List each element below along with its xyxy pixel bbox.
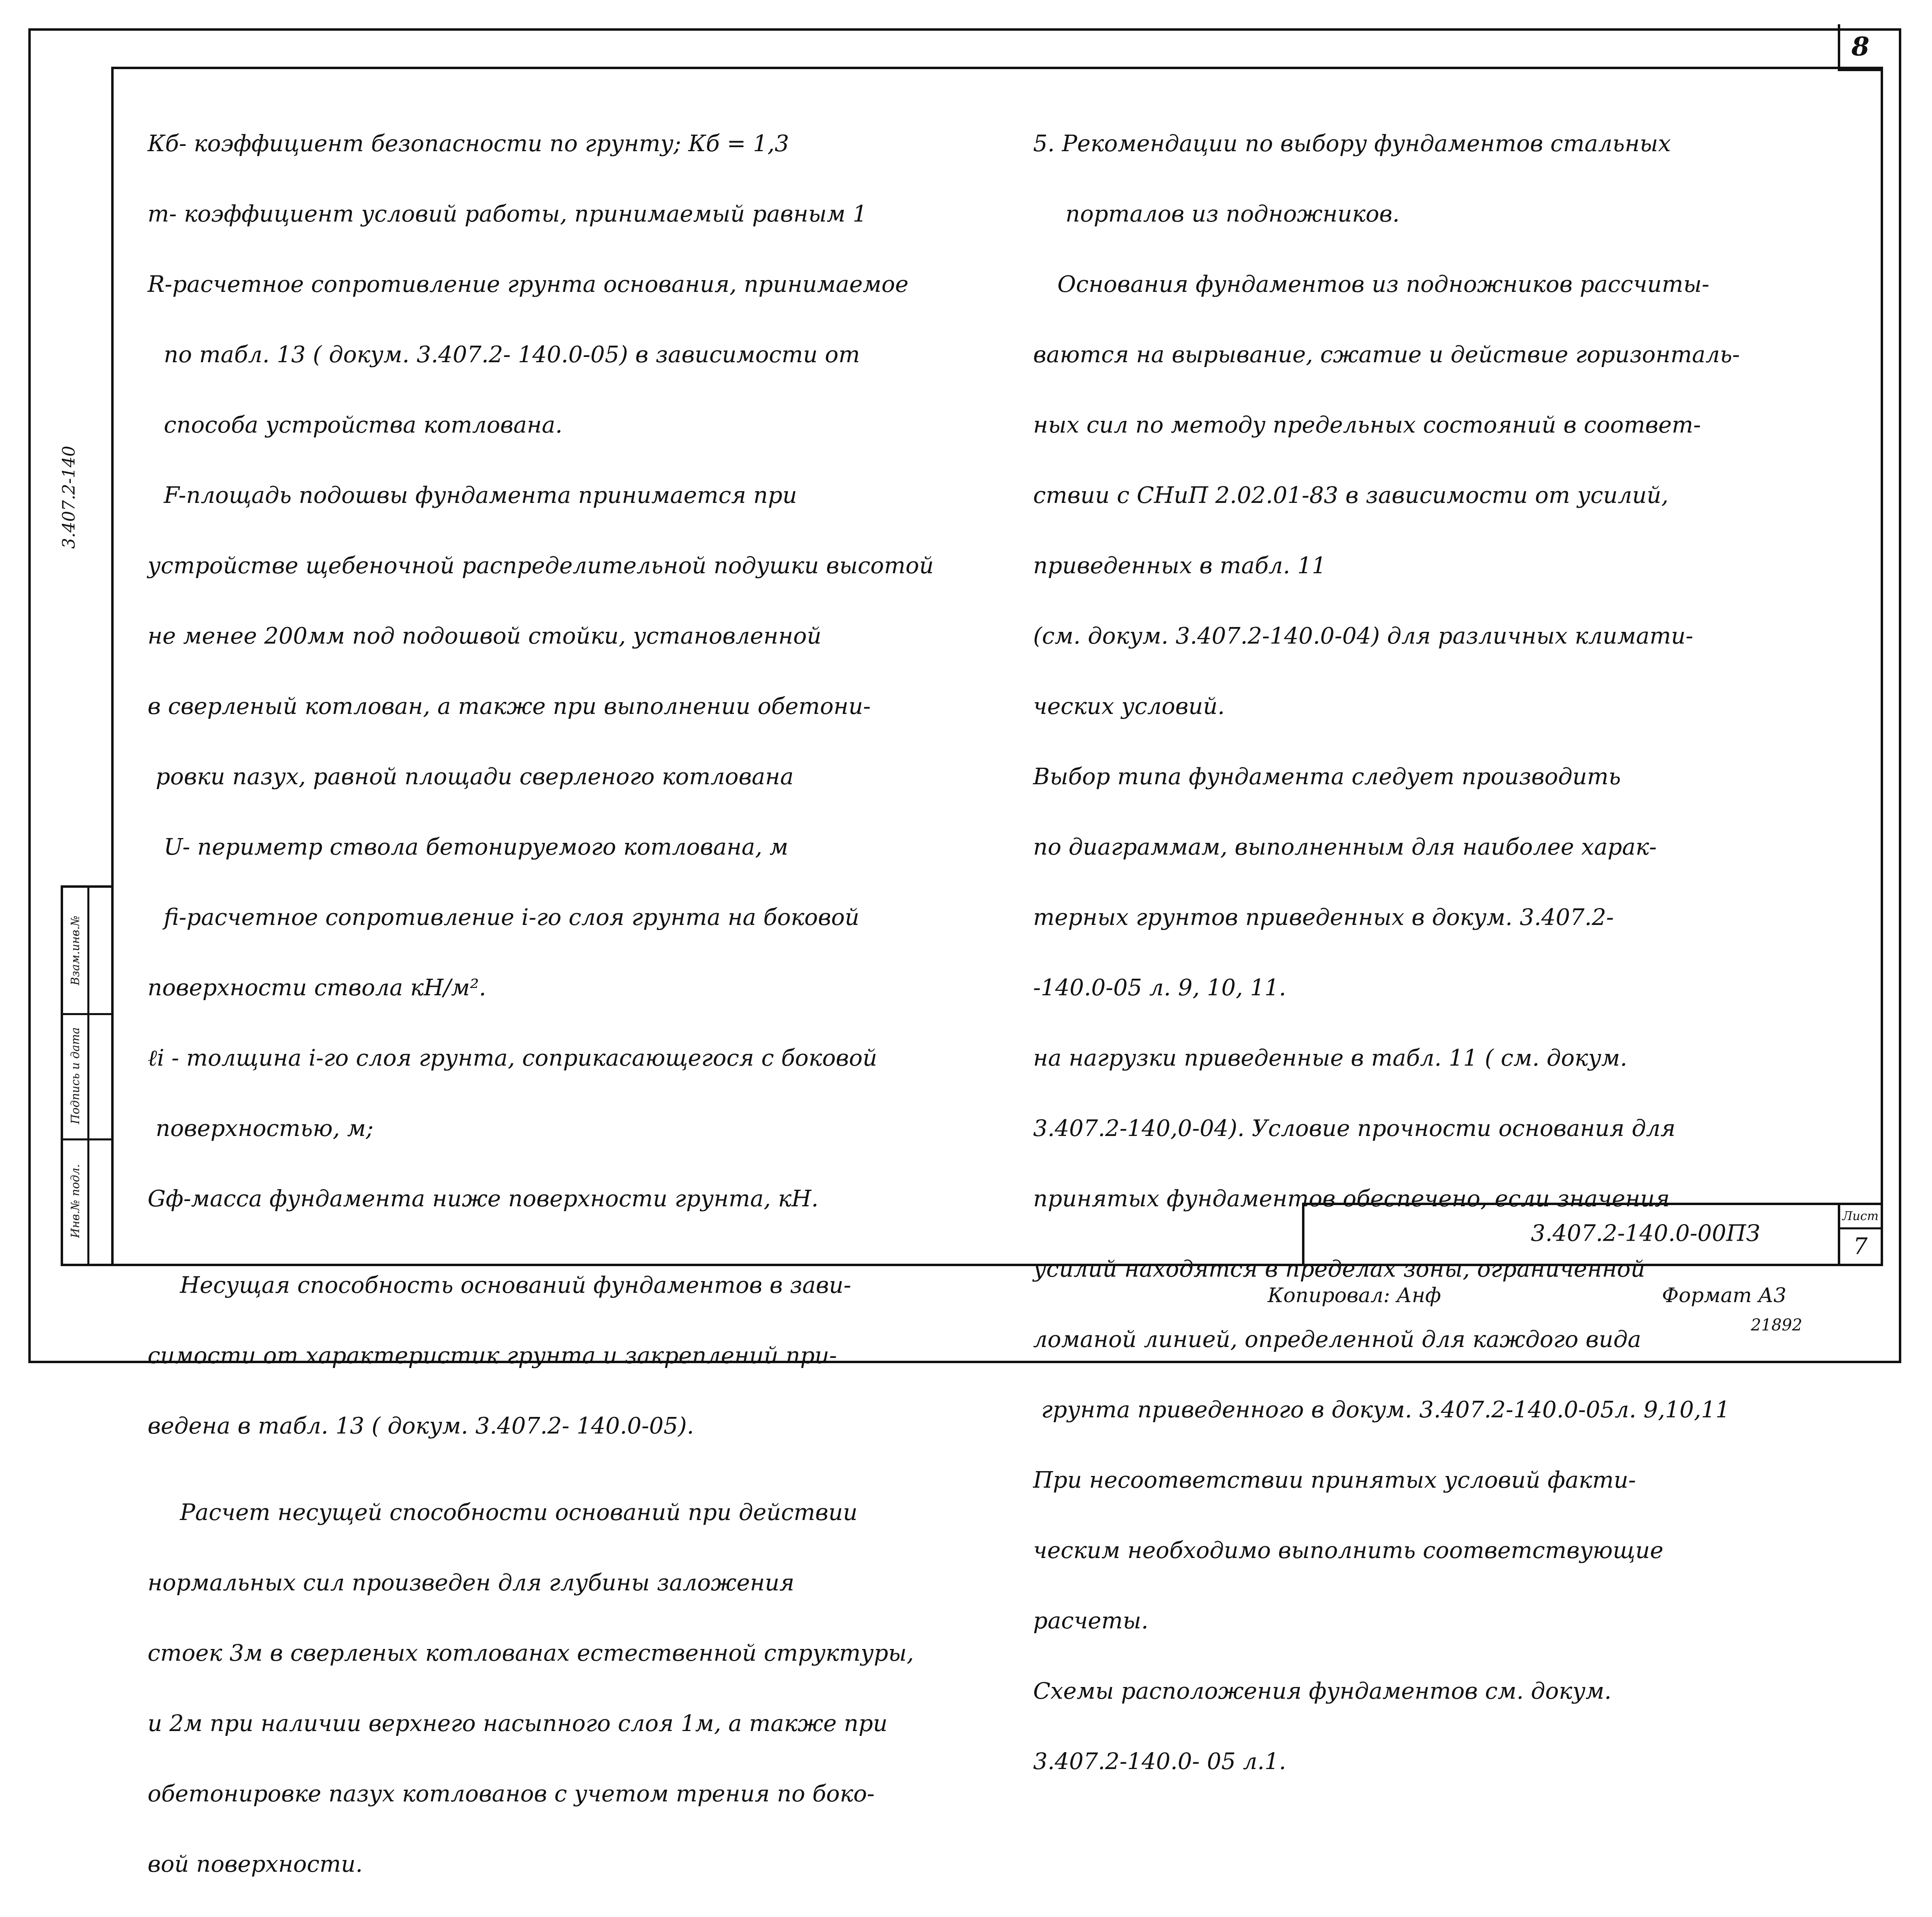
sheet-number: 7 <box>1853 1233 1868 1260</box>
text-line: F-площадь подошвы фундамента принимается при <box>164 482 797 509</box>
text-line: по табл. 13 ( докум. 3.407.2- 140.0-05) в зависимости от <box>164 342 860 368</box>
text-line: Кб- коэффициент безопасности по грунту; Кб = 1,3 <box>148 131 789 157</box>
text-line: R-расчетное сопротивление грунта основания, принимаемое <box>148 271 909 298</box>
document-code: 3.407.2-140.0-00ПЗ <box>1531 1220 1760 1247</box>
text-line: 3.407.2-140,0-04). Условие прочности основания для <box>1033 1115 1676 1142</box>
text-line: m- коэффициент условий работы, принимаемый равным 1 <box>148 201 867 227</box>
sheet-label: Лист <box>1840 1205 1881 1229</box>
text-line: ℓi - толщина i-го слоя грунта, соприкасающегося с боковой <box>148 1045 877 1071</box>
text-line: в сверленый котлован, а также при выполнении обетони- <box>148 693 871 720</box>
left-text-column <box>148 91 997 1917</box>
text-line: поверхностью, м; <box>156 1115 374 1142</box>
stamp-row-divider <box>63 1138 114 1140</box>
text-line: ломаной линией, определенной для каждого вида <box>1033 1326 1641 1353</box>
text-line: ваются на вырывание, сжатие и действие горизонталь- <box>1033 342 1740 368</box>
text-line: на нагрузки приведенные в табл. 11 ( см. докум. <box>1033 1045 1628 1071</box>
text-line: Основания фундаментов из подножников рассчиты- <box>1057 271 1710 298</box>
text-line: приведенных в табл. 11 <box>1033 553 1326 579</box>
section-heading-continuation: порталов из подножников. <box>1065 201 1400 227</box>
text-line: вой поверхности. <box>148 1851 363 1877</box>
text-line: Выбор типа фундамента следует производить <box>1033 764 1621 790</box>
stamp-label-inv-no: Инв.№ подл. <box>68 1164 82 1238</box>
paper-format-note: Формат А3 <box>1662 1284 1786 1307</box>
text-line: При несоответствии принятых условий факти- <box>1033 1467 1636 1493</box>
text-line: по диаграммам, выполненным для наиболее харак- <box>1033 834 1657 860</box>
text-line: -140.0-05 л. 9, 10, 11. <box>1033 975 1286 1001</box>
copied-by-note: Копировал: Анф <box>1268 1284 1441 1307</box>
text-line: Gф-масса фундамента ниже поверхности грунта, кН. <box>148 1186 819 1212</box>
text-line: и 2м при наличии верхнего насыпного слоя 1м, а также при <box>148 1710 888 1737</box>
text-line: симости от характеристик грунта и закреплений при- <box>148 1343 837 1369</box>
text-line: расчеты. <box>1033 1608 1149 1634</box>
text-line: ведена в табл. 13 ( докум. 3.407.2- 140.0-05). <box>148 1413 694 1439</box>
text-line: ческим необходимо выполнить соответствующие <box>1033 1537 1664 1564</box>
text-line: грунта приведенного в докум. 3.407.2-140.0-05л. 9,10,11 <box>1041 1397 1730 1423</box>
text-line: ных сил по методу предельных состояний в соответ- <box>1033 412 1701 438</box>
right-text-column <box>1033 91 1874 1814</box>
page-number: 8 <box>1851 31 1870 62</box>
text-line: U- периметр ствола бетонируемого котлована, м <box>164 834 788 860</box>
text-line: ствии с СНиП 2.02.01-83 в зависимости от усилий, <box>1033 482 1669 509</box>
approval-stamp-strip <box>61 885 114 1266</box>
title-block <box>1302 1203 1881 1264</box>
text-line: способа устройства котлована. <box>164 412 563 438</box>
text-line: обетонировке пазух котлованов с учетом трения по боко- <box>148 1781 875 1807</box>
stamp-column-divider <box>87 888 89 1264</box>
text-line: усилий находятся в пределах зоны, ограниченной <box>1033 1256 1645 1282</box>
text-line: нормальных сил произведен для глубины заложения <box>148 1570 795 1596</box>
text-line: ческих условий. <box>1033 693 1225 720</box>
text-line: Несущая способность оснований фундаментов в зави- <box>180 1272 852 1298</box>
text-line: Схемы расположения фундаментов см. докум. <box>1033 1678 1612 1704</box>
text-line: ровки пазух, равной площади сверленого котлована <box>156 764 794 790</box>
text-line: 3.407.2-140.0- 05 л.1. <box>1033 1748 1286 1775</box>
section-heading: 5. Рекомендации по выбору фундаментов стальных <box>1033 131 1671 157</box>
sheet-number-box <box>1838 1205 1881 1264</box>
stamp-label-replaced-inv: Взам.инв.№ <box>68 915 82 986</box>
text-line: терных грунтов приведенных в докум. 3.407.2- <box>1033 904 1614 931</box>
text-line: не менее 200мм под подошвой стойки, установленной <box>148 623 822 649</box>
side-document-code: 3.407.2-140 <box>59 445 79 549</box>
text-line: принятых фундаментов обеспечено, если значения <box>1033 1186 1670 1212</box>
stamp-label-signature-date: Подпись и дата <box>68 1027 82 1124</box>
text-line: стоек 3м в сверленых котлованах естественной структуры, <box>148 1640 914 1666</box>
text-line: устройстве щебеночной распределительной подушки высотой <box>148 553 934 579</box>
text-line: fi-расчетное сопротивление i-го слоя грунта на боковой <box>164 904 860 931</box>
text-line: Расчет несущей способности оснований при действии <box>180 1499 858 1526</box>
page-number-box <box>1838 24 1881 71</box>
stamp-row-divider <box>63 1013 114 1015</box>
inventory-number: 21892 <box>1751 1316 1803 1334</box>
text-line: (см. докум. 3.407.2-140.0-04) для различных климати- <box>1033 623 1693 649</box>
text-line: поверхности ствола кН/м². <box>148 975 486 1001</box>
